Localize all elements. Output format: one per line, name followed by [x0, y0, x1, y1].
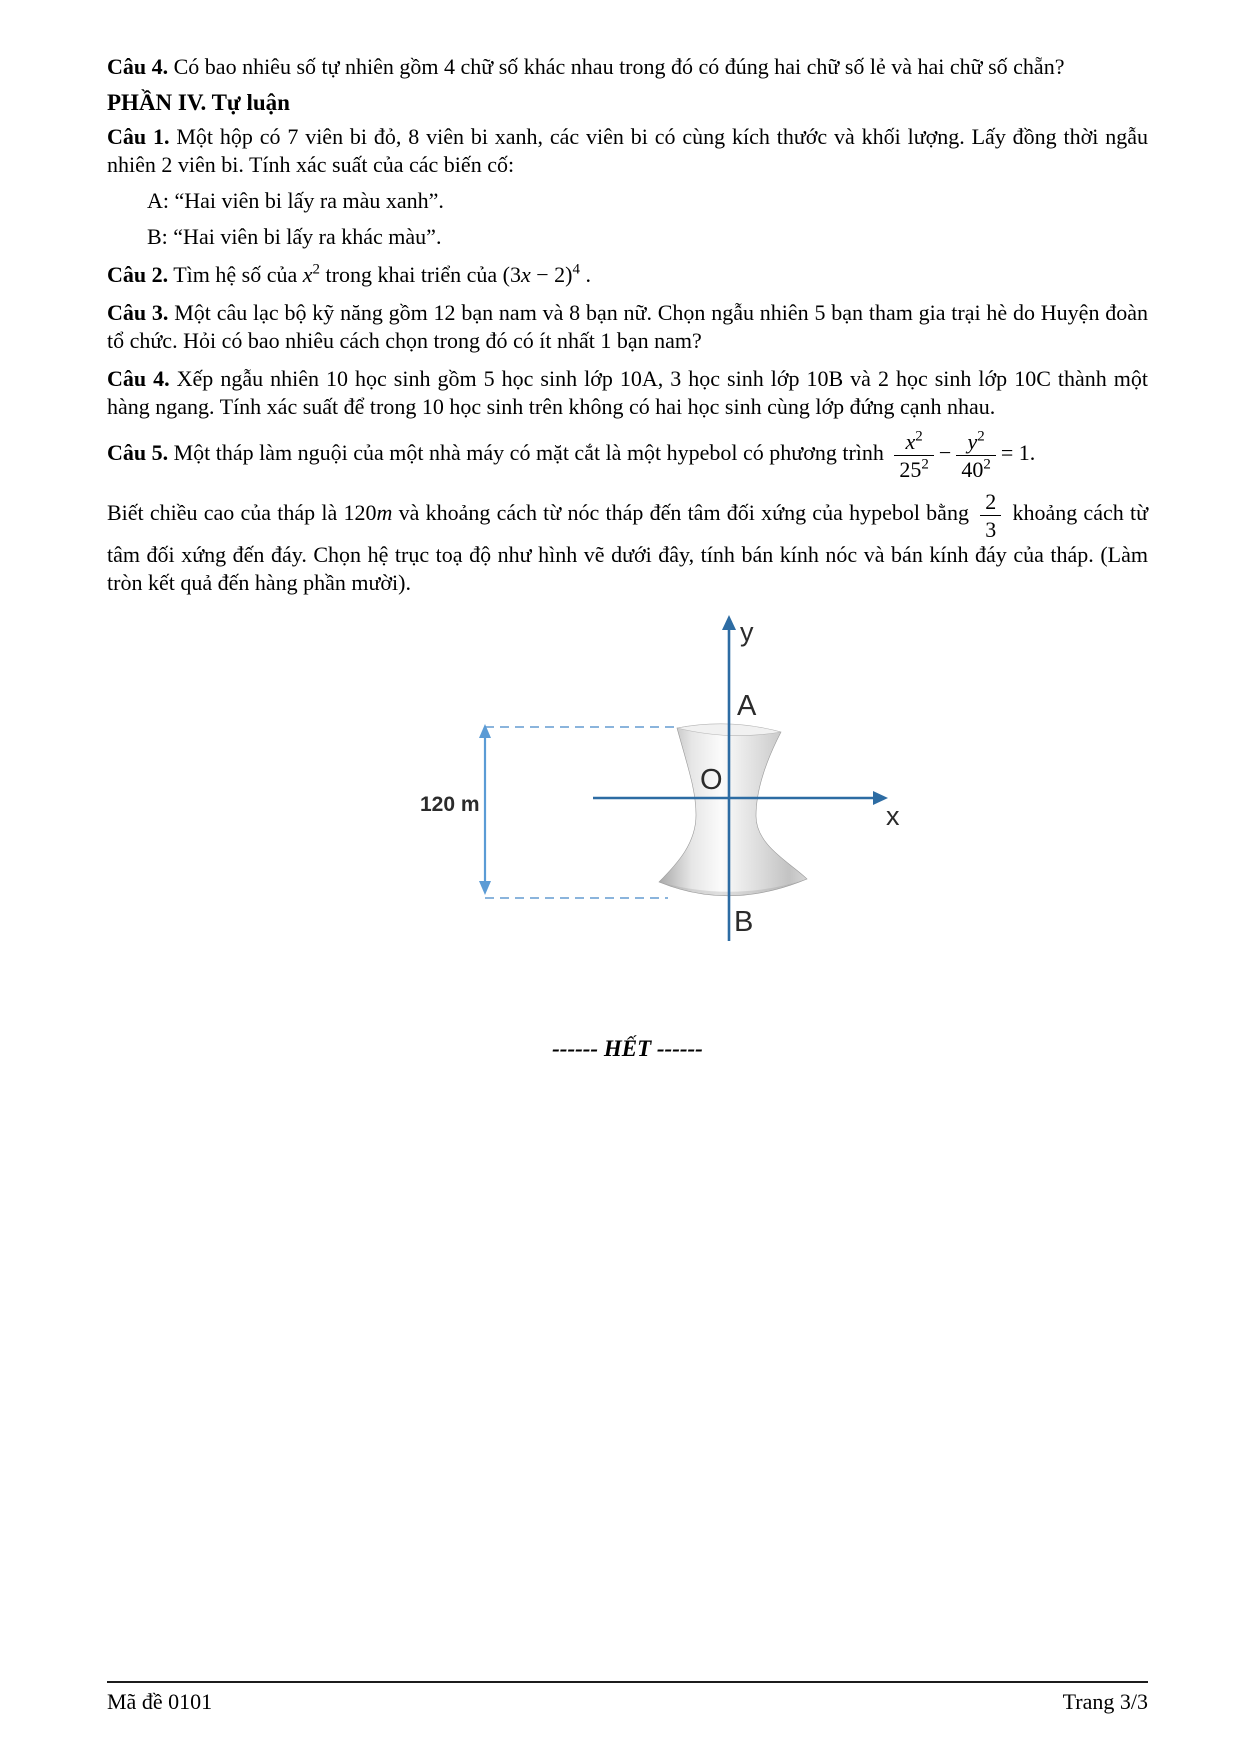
math-variable: x — [302, 262, 313, 287]
math-base: 40 — [961, 457, 984, 483]
event-b-line: B: “Hai viên bi lấy ra khác màu”. — [147, 224, 442, 249]
math-base: 25 — [899, 457, 922, 483]
math-expression-open: (3 — [502, 262, 521, 287]
question-5 — [107, 429, 1148, 481]
part-iv-heading: PHẦN IV. Tự luận — [107, 90, 290, 115]
minus-sign: − — [938, 440, 952, 466]
question-text: và khoảng cách từ nóc tháp đến tâm đối xứng của hypebol bằng — [392, 500, 976, 526]
x-axis-label: x — [886, 801, 900, 832]
fraction-numerator: 2 — [980, 489, 1001, 516]
fraction-y-squared-over-40-squared — [956, 429, 995, 481]
question-label: Câu 5. — [107, 440, 169, 466]
cooling-tower-figure — [107, 611, 1148, 983]
question-text: Có bao nhiêu số tự nhiên gồm 4 chữ số khác nhau trong đó có đúng hai chữ số lẻ và hai chữ số chẵn? — [168, 54, 1065, 79]
question-label: Câu 4. — [107, 366, 170, 391]
period: . — [1029, 440, 1036, 466]
page-number: Trang 3/3 — [1062, 1689, 1148, 1714]
question-text: Một tháp làm nguội của một nhà máy có mặt cắt là một hypebol có phương trình — [168, 440, 890, 466]
math-variable-m: m — [376, 500, 393, 526]
question-2 — [107, 261, 1148, 289]
math-exponent: 4 — [572, 261, 580, 278]
question-3 — [107, 299, 1148, 355]
question-label: Câu 2. — [107, 262, 169, 287]
question-text-mid: trong khai triển của — [320, 262, 503, 287]
question-4-part3 — [107, 53, 1148, 81]
question-label: Câu 4. — [107, 54, 169, 79]
math-exponent: 2 — [312, 261, 320, 278]
question-label: Câu 3. — [107, 300, 169, 325]
math-exponent: 2 — [983, 456, 991, 473]
question-5-continuation — [107, 489, 1148, 597]
math-variable: y — [967, 429, 978, 454]
equation-rhs: = 1 — [1000, 440, 1030, 466]
point-a-label: A — [737, 690, 757, 723]
question-4-essay — [107, 365, 1148, 421]
question-text: Xếp ngẫu nhiên 10 học sinh gồm 5 học sinh lớp 10A, 3 học sinh lớp 10B và 2 học sinh lớp 10C thành một hàng ngang. Tính xác suất để trong 10 học sinh trên không có hai học sinh cùng lớp đứng cạnh nhau. — [107, 366, 1149, 419]
question-1 — [107, 123, 1148, 179]
fraction-two-thirds — [980, 489, 1001, 541]
question-text: khoảng cách từ tâm đối xứng đến đáy. Chọn hệ trục toạ độ như hình vẽ dưới đây, tính bán kính nóc và bán kính đáy của tháp. (Làm tròn kết quả đến hàng phần mười). — [107, 500, 1149, 596]
math-exponent: 2 — [915, 428, 923, 445]
question-text-post: . — [579, 262, 591, 287]
point-o-label: O — [700, 764, 723, 797]
math-exponent: 2 — [921, 456, 929, 473]
question-text: Một hộp có 7 viên bi đỏ, 8 viên bi xanh, các viên bi có cùng kích thước và khối lượng. Lấy đồng thời ngẫu nhiên 2 viên bi. Tính xác suất của các biến cố: — [107, 124, 1148, 177]
exam-content — [107, 53, 1148, 1063]
math-exponent: 2 — [977, 428, 985, 445]
dimension-arrow-down — [479, 881, 491, 895]
exam-code: Mã đề 0101 — [107, 1689, 213, 1714]
cooling-tower-shape — [659, 725, 807, 896]
question-text: Một câu lạc bộ kỹ năng gồm 12 bạn nam và 8 bạn nữ. Chọn ngẫu nhiên 5 bạn tham gia trại hè do Huyện đoàn tổ chức. Hỏi có bao nhiêu cách chọn trong đó có ít nhất 1 bạn nam? — [107, 300, 1149, 353]
fraction-x-squared-over-25-squared — [894, 429, 933, 481]
hyperbola-tower-diagram — [400, 611, 920, 973]
math-expression-close: − 2) — [530, 262, 573, 287]
question-text-pre: Tìm hệ số của — [168, 262, 303, 287]
page-footer — [107, 1681, 1148, 1716]
event-a-line: A: “Hai viên bi lấy ra màu xanh”. — [147, 188, 444, 213]
end-of-exam-marker: ------ HẾT ------ — [552, 1036, 703, 1062]
y-axis-arrow — [722, 615, 736, 630]
math-variable: x — [905, 429, 916, 454]
height-dimension-label: 120 m — [420, 793, 480, 817]
point-b-label: B — [734, 906, 754, 939]
question-label: Câu 1. — [107, 124, 170, 149]
y-axis-label: y — [740, 617, 754, 648]
fraction-denominator: 3 — [985, 517, 997, 543]
math-variable: x — [521, 262, 531, 287]
question-text: Biết chiều cao của tháp là 120 — [107, 500, 377, 526]
